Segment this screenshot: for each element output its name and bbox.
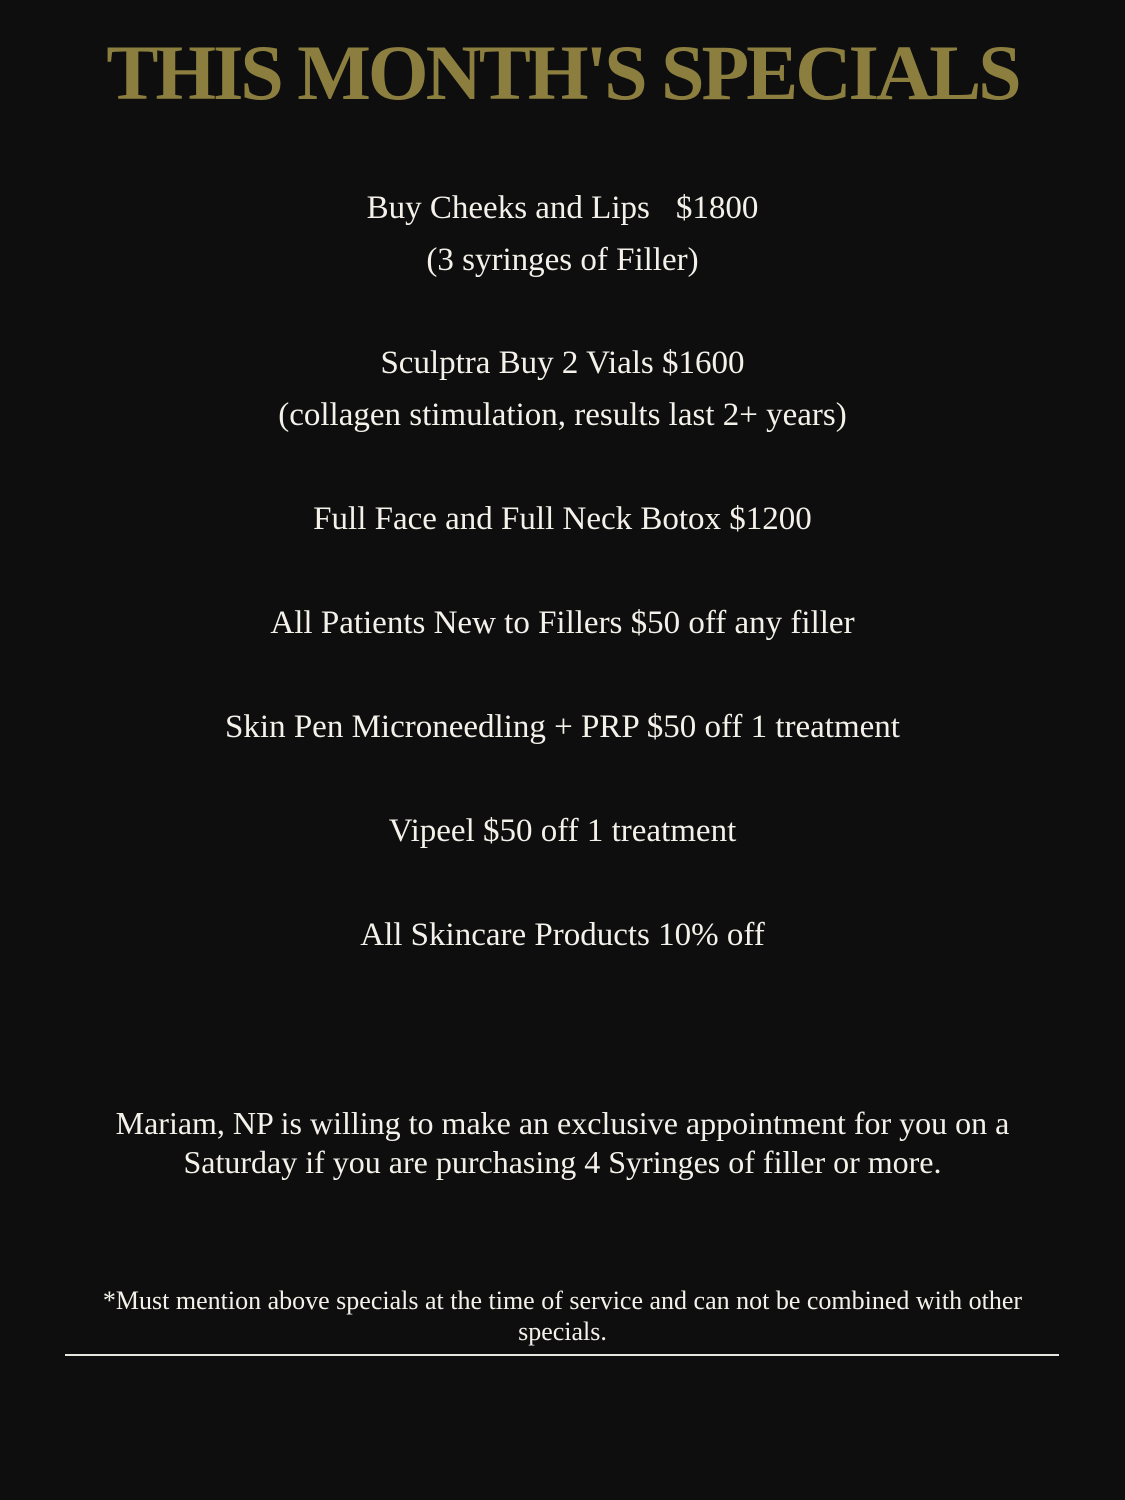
special-new-filler-patients: All Patients New to Fillers $50 off any filler [270, 605, 855, 641]
special-sculptra-line: Sculptra Buy 2 Vials $1600 [380, 345, 745, 381]
special-botox: Full Face and Full Neck Botox $1200 [313, 501, 812, 537]
special-cheeks-lips-detail: (3 syringes of Filler) [426, 242, 699, 278]
special-sculptra-detail: (collagen stimulation, results last 2+ years) [278, 397, 847, 433]
special-cheeks-lips [0, 182, 1125, 286]
special-vipeel: Vipeel $50 off 1 treatment [388, 813, 737, 849]
special-skin-pen: Skin Pen Microneedling + PRP $50 off 1 treatment [225, 709, 900, 745]
divider-line [65, 1354, 1059, 1356]
page-title: THIS MONTH'S SPECIALS [106, 29, 1019, 116]
special-cheeks-lips-price: $1800 [675, 190, 759, 226]
special-cheeks-lips-line [0, 182, 1125, 234]
special-skincare: All Skincare Products 10% off [360, 917, 765, 953]
special-cheeks-lips-name: Buy Cheeks and Lips [366, 190, 650, 226]
special-sculptra [0, 337, 1125, 441]
saturday-appointment-note: Mariam, NP is willing to make an exclusive appointment for you on a Saturday if you are purchasing 4 Syringes of filler or more. [115, 1105, 1010, 1180]
disclaimer: *Must mention above specials at the time of service and can not be combined with other specials. [102, 1286, 1023, 1346]
